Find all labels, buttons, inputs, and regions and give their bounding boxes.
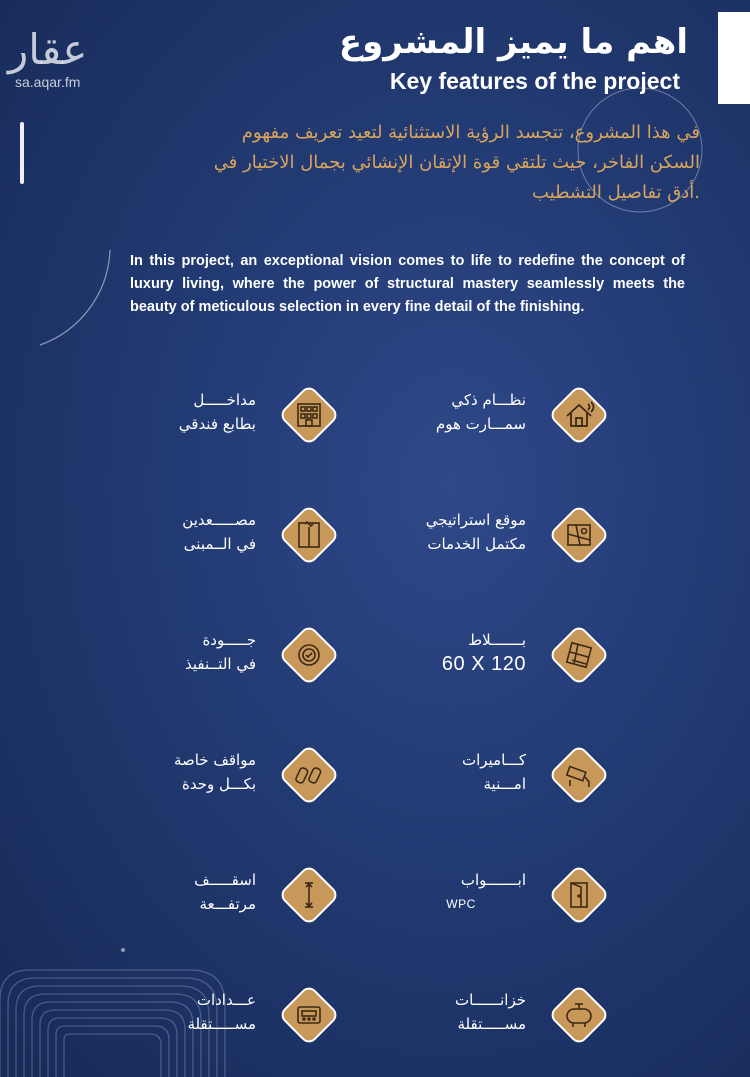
- intro-arabic-line: في هذا المشروع، تتجسد الرؤية الاستثنائية لتعيد تعريف مفهوم: [241, 122, 700, 143]
- feature-line-1: مصـــــعدين: [182, 511, 256, 529]
- feature-line-2: WPC: [446, 897, 476, 911]
- parking-icon: [278, 744, 340, 806]
- feature-line-2: بطابع فندقي: [178, 415, 256, 433]
- feature-line-2: في التــنفيذ: [184, 655, 256, 673]
- page-title-arabic: اهم ما يميز المشروع: [338, 22, 688, 62]
- feature-line-2: بكـــل وحدة: [181, 775, 256, 793]
- elevator-icon: [278, 504, 340, 566]
- feature-strategic-location: [400, 498, 610, 578]
- decorative-box: [718, 12, 750, 104]
- smart-home-icon: [548, 384, 610, 446]
- feature-smart-home: [400, 378, 610, 458]
- feature-line-1: جـــــودة: [202, 631, 256, 649]
- water-tank-icon: [548, 984, 610, 1046]
- door-icon: [548, 864, 610, 926]
- intro-english: In this project, an exceptional vision comes to life to redefine the concept of luxury living, where the power of structural mastery seamlessly meets the beauty of meticulous selection in every fine detail of the finishing.: [130, 253, 685, 315]
- feature-line-1: نظـــام ذكي: [451, 391, 526, 409]
- security-camera-icon: [548, 744, 610, 806]
- hotel-building-icon: [278, 384, 340, 446]
- feature-line-2: مكتمل الخدمات: [427, 535, 526, 553]
- decorative-bar: [20, 122, 24, 184]
- feature-line-1: اسقـــــف: [194, 871, 256, 889]
- feature-line-1: عـــدادات: [196, 991, 256, 1009]
- tiles-icon: [548, 624, 610, 686]
- feature-quality: [130, 618, 340, 698]
- feature-line-1: ابـــــــواب: [460, 871, 526, 889]
- meter-icon: [278, 984, 340, 1046]
- feature-line-2: في الــمبنى: [183, 535, 256, 553]
- feature-separate-meters: [130, 978, 340, 1058]
- ceiling-height-icon: [278, 864, 340, 926]
- feature-line-1: موقع استراتيجي: [425, 511, 526, 529]
- feature-line-2: سمـــارت هوم: [435, 415, 526, 433]
- quality-badge-icon: [278, 624, 340, 686]
- feature-line-1: مواقف خاصة: [173, 751, 256, 769]
- intro-arabic: [110, 118, 700, 208]
- feature-security-cameras: [400, 738, 610, 818]
- feature-private-parking: [130, 738, 340, 818]
- feature-line-2: مســـــتقلة: [457, 1015, 526, 1033]
- page-title-english: Key features of the project: [389, 68, 680, 94]
- feature-line-2: مســـــتقلة: [187, 1015, 256, 1033]
- watermark-arabic: عقار: [8, 25, 88, 74]
- feature-hotel-entrances: [130, 378, 340, 458]
- feature-line-1: كـــاميرات: [461, 751, 526, 769]
- feature-line-2: مرتفـــعة: [199, 895, 256, 913]
- feature-line-2: 60 X 120: [441, 653, 526, 675]
- feature-line-1: مداخـــــل: [193, 391, 256, 409]
- feature-tiles: [400, 618, 610, 698]
- feature-line-1: خزانــــــات: [455, 991, 526, 1009]
- feature-wpc-doors: [400, 858, 610, 938]
- intro-arabic-line: السكن الفاخر، حيث تلتقي قوة الإتقان الإنشائي بجمال الاختيار في: [213, 152, 700, 173]
- feature-line-1: بـــــــلاط: [468, 631, 526, 649]
- map-icon: [548, 504, 610, 566]
- feature-elevators: [130, 498, 340, 578]
- watermark-url: sa.aqar.fm: [15, 74, 81, 90]
- feature-water-tanks: [400, 978, 610, 1058]
- aqar-watermark: [8, 25, 88, 90]
- feature-line-2: امـــنية: [483, 775, 526, 793]
- feature-high-ceilings: [130, 858, 340, 938]
- intro-arabic-line: .أدق تفاصيل التشطيب: [532, 182, 700, 203]
